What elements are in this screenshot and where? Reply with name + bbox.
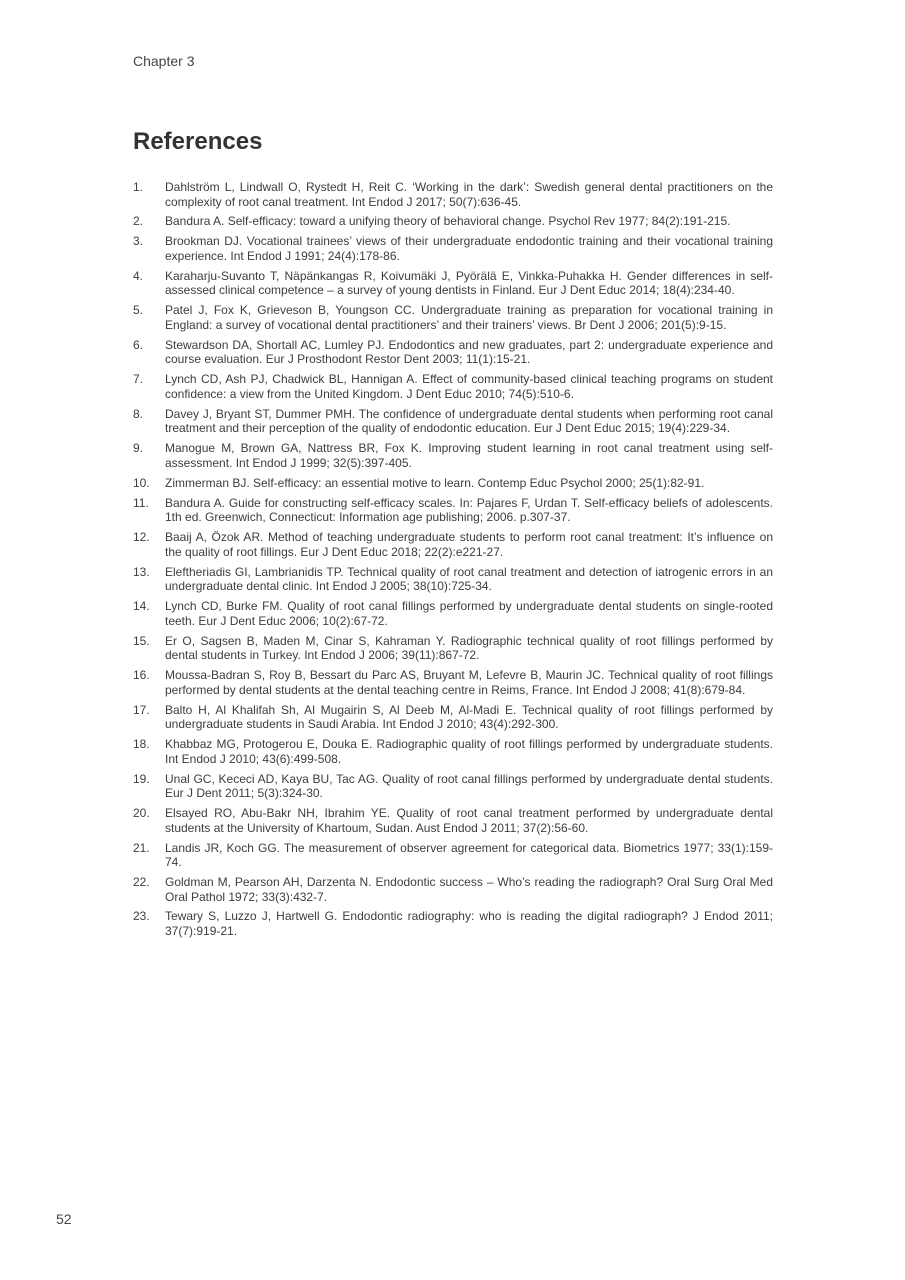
reference-number: 14. bbox=[133, 599, 150, 614]
reference-text: Landis JR, Koch GG. The measurement of observer agreement for categorical data. Biometrics 1977; 33(1):159-74. bbox=[165, 840, 773, 870]
reference-text: Er O, Sagsen B, Maden M, Cinar S, Kahraman Y. Radiographic technical quality of root fillings performed by dental students in Turkey. Int Endod J 2006; 39(11):867-72. bbox=[165, 633, 773, 663]
reference-number: 11. bbox=[133, 495, 149, 510]
reference-item bbox=[133, 269, 773, 298]
reference-number: 10. bbox=[133, 475, 150, 490]
reference-number: 6. bbox=[133, 337, 144, 352]
reference-item bbox=[133, 476, 773, 491]
reference-item bbox=[133, 214, 773, 229]
reference-text: Dahlström L, Lindwall O, Rystedt H, Reit C. ‘Working in the dark’: Swedish general dental practitioners on the complexity of root canal treatment. Int Endod J 2017; 50(7):636-45. bbox=[165, 180, 773, 209]
reference-text: Balto H, Al Khalifah Sh, Al Mugairin S, Al Deeb M, Al-Madi E. Technical quality of root fillings performed by undergraduate students in Saudi Arabia. Int Endod J 2010; 43(4):292-300. bbox=[165, 702, 773, 732]
reference-number: 1. bbox=[133, 180, 144, 194]
reference-item bbox=[133, 772, 773, 801]
reference-text: Davey J, Bryant ST, Dummer PMH. The confidence of undergraduate dental students when performing root canal treatment and their perception of the quality of endodontic education. Eur J Dent Educ 2015; 19(4):229-34. bbox=[165, 406, 773, 436]
reference-number: 22. bbox=[133, 874, 150, 889]
reference-number: 21. bbox=[133, 840, 150, 855]
reference-item bbox=[133, 599, 773, 628]
reference-number: 17. bbox=[133, 702, 150, 717]
reference-text: Unal GC, Kececi AD, Kaya BU, Tac AG. Quality of root canal fillings performed by undergraduate dental students. Eur J Dent 2011; 5(3):324-30. bbox=[165, 771, 773, 801]
reference-text: Elsayed RO, Abu-Bakr NH, Ibrahim YE. Quality of root canal treatment performed by undergraduate dental students at the University of Khartoum, Sudan. Aust Endod J 2011; 37(2):56-60. bbox=[165, 806, 773, 835]
reference-text: Bandura A. Self-efficacy: toward a unifying theory of behavioral change. Psychol Rev 1977; 84(2):191-215. bbox=[165, 214, 731, 229]
reference-text: Patel J, Fox K, Grieveson B, Youngson CC. Undergraduate training as preparation for vocational training in England: a survey of vocational dental practitioners’ and their trainers’ views. Br Dent J 2006; 201(5):9-15. bbox=[165, 303, 773, 332]
reference-number: 16. bbox=[133, 668, 150, 683]
reference-number: 7. bbox=[133, 372, 144, 387]
reference-number: 18. bbox=[133, 737, 150, 752]
reference-text: Eleftheriadis GI, Lambrianidis TP. Technical quality of root canal treatment and detection of iatrogenic errors in an undergraduate dental clinic. Int Endod J 2005; 38(10):725-34. bbox=[165, 564, 773, 594]
reference-item bbox=[133, 806, 773, 835]
reference-number: 13. bbox=[133, 564, 150, 579]
reference-number: 23. bbox=[133, 909, 150, 924]
reference-number: 9. bbox=[133, 441, 144, 456]
chapter-label: Chapter 3 bbox=[133, 53, 195, 69]
reference-item bbox=[133, 703, 773, 732]
reference-item bbox=[133, 909, 773, 938]
reference-item bbox=[133, 565, 773, 594]
reference-text: Moussa-Badran S, Roy B, Bessart du Parc AS, Bruyant M, Lefevre B, Maurin JC. Technical quality of root fillings performed by dental students at the dental teaching centre in Reims, France. Int Endod J 2008; 41(8):679-84. bbox=[165, 668, 773, 697]
reference-text: Zimmerman BJ. Self-efficacy: an essential motive to learn. Contemp Educ Psychol 2000; 25(1):82-91. bbox=[165, 475, 705, 490]
reference-number: 8. bbox=[133, 406, 144, 421]
reference-number: 3. bbox=[133, 234, 144, 249]
reference-item bbox=[133, 234, 773, 263]
reference-text: Tewary S, Luzzo J, Hartwell G. Endodontic radiography: who is reading the digital radiograph? J Endod 2011; 37(7):919-21. bbox=[165, 909, 773, 939]
reference-item bbox=[133, 875, 773, 904]
reference-number: 12. bbox=[133, 530, 150, 545]
reference-item bbox=[133, 530, 773, 559]
reference-item bbox=[133, 737, 773, 766]
reference-item bbox=[133, 668, 773, 697]
reference-number: 20. bbox=[133, 806, 150, 821]
reference-item bbox=[133, 407, 773, 436]
reference-text: Lynch CD, Burke FM. Quality of root canal fillings performed by undergraduate dental students on single-rooted teeth. Eur J Dent Educ 2006; 10(2):67-72. bbox=[165, 599, 773, 628]
reference-item bbox=[133, 180, 773, 209]
reference-text: Brookman DJ. Vocational trainees’ views of their undergraduate endodontic training and their vocational training experience. Int Endod J 1991; 24(4):178-86. bbox=[165, 234, 773, 263]
reference-text: Baaij A, Özok AR. Method of teaching undergraduate students to perform root canal treatment: It’s influence on the quality of root fillings. Eur J Dent Educ 2018; 22(2):e221-27. bbox=[165, 530, 773, 559]
reference-item bbox=[133, 634, 773, 663]
reference-number: 15. bbox=[133, 633, 150, 648]
page-number: 52 bbox=[56, 1211, 72, 1227]
reference-number: 5. bbox=[133, 303, 144, 318]
reference-number: 4. bbox=[133, 268, 144, 283]
reference-item bbox=[133, 338, 773, 367]
reference-list bbox=[133, 180, 773, 944]
reference-text: Lynch CD, Ash PJ, Chadwick BL, Hannigan A. Effect of community-based clinical teaching programs on student confidence: a view from the United Kingdom. J Dent Educ 2010; 74(5):510-6. bbox=[165, 372, 773, 401]
reference-item bbox=[133, 496, 773, 525]
reference-item bbox=[133, 441, 773, 470]
reference-text: Goldman M, Pearson AH, Darzenta N. Endodontic success – Who’s reading the radiograph? Oral Surg Oral Med Oral Pathol 1972; 33(3):432-7. bbox=[165, 874, 773, 904]
reference-number: 19. bbox=[133, 771, 150, 786]
reference-item bbox=[133, 303, 773, 332]
reference-text: Stewardson DA, Shortall AC, Lumley PJ. Endodontics and new graduates, part 2: undergraduate experience and course evaluation. Eur J Prosthodont Restor Dent 2003; 11(1):15-21. bbox=[165, 337, 773, 367]
reference-item bbox=[133, 372, 773, 401]
reference-text: Bandura A. Guide for constructing self-efficacy scales. In: Pajares F, Urdan T. Self-efficacy beliefs of adolescents. 1th ed. Greenwich, Connecticut: Information age publishing; 2006. p.307-37. bbox=[165, 495, 773, 525]
reference-text: Manogue M, Brown GA, Nattress BR, Fox K. Improving student learning in root canal treatment using self-assessment. Int Endod J 1999; 32(5):397-405. bbox=[165, 441, 773, 470]
reference-item bbox=[133, 841, 773, 870]
section-title: References bbox=[133, 128, 263, 155]
reference-text: Karaharju-Suvanto T, Näpänkangas R, Koivumäki J, Pyörälä E, Vinkka-Puhakka H. Gender differences in self-assessed clinical competence – a survey of young dentists in Finland. Eur J Dent Educ 2014; 18(4):234-40. bbox=[165, 268, 773, 298]
reference-number: 2. bbox=[133, 214, 144, 229]
reference-text: Khabbaz MG, Protogerou E, Douka E. Radiographic quality of root fillings performed by undergraduate students. Int Endod J 2010; 43(6):499-508. bbox=[165, 737, 773, 766]
